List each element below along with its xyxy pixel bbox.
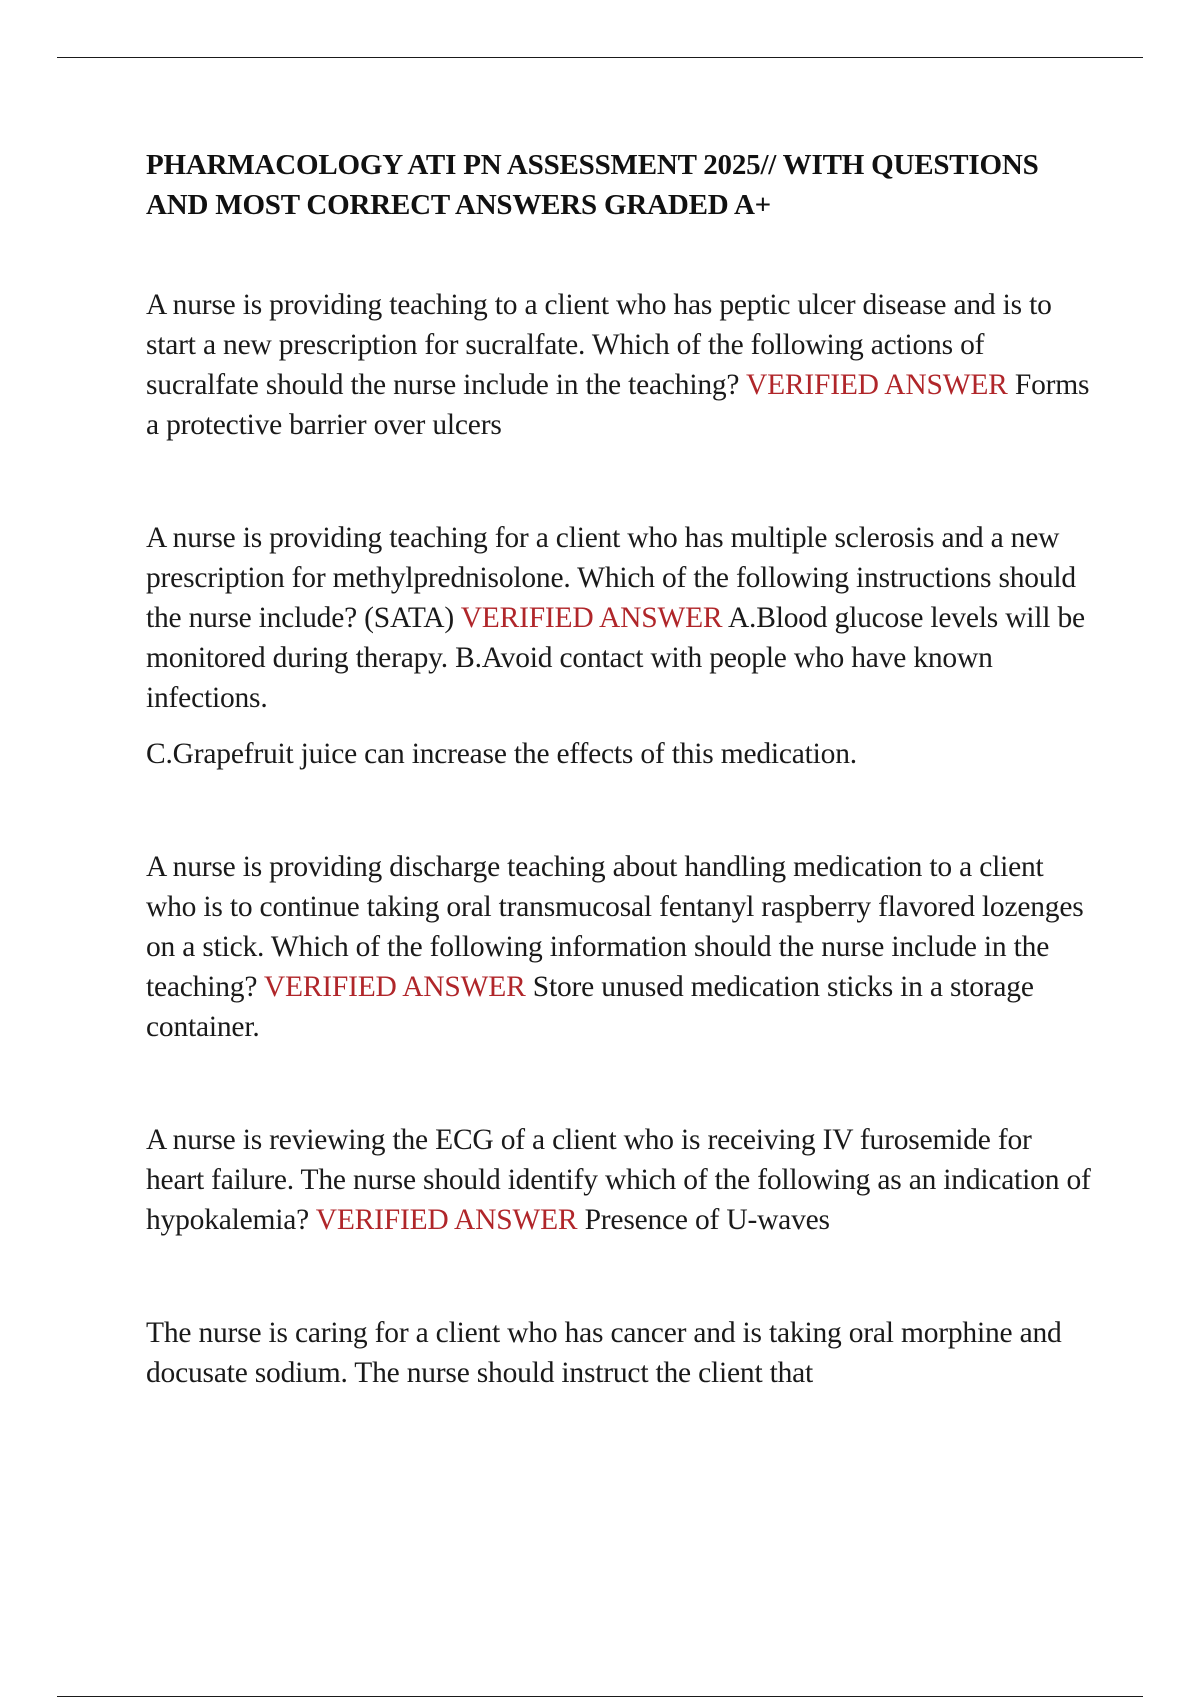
bottom-rule	[57, 1696, 1143, 1697]
qa-item-text	[146, 847, 1096, 1047]
answer-text: A.Blood glucose levels will be monitored during therapy. B.Avoid contact with people who have known infections.	[146, 602, 1085, 714]
verified-answer-label: VERIFIED ANSWER	[263, 971, 526, 1003]
question-text: A nurse is providing teaching to a client who has peptic ulcer disease and is to start a new prescription for sucralfate. Which of the following actions of sucralfate should the nurse include in the teaching?	[146, 289, 1052, 401]
qa-item-text	[146, 1120, 1096, 1240]
qa-item-1	[146, 285, 1096, 445]
qa-item-4	[146, 1120, 1096, 1240]
document-title: PHARMACOLOGY ATI PN ASSESSMENT 2025// WITH QUESTIONS AND MOST CORRECT ANSWERS GRADED A+	[146, 149, 1039, 221]
verified-answer-label: VERIFIED ANSWER	[315, 1204, 578, 1236]
verified-answer-label: VERIFIED ANSWER	[460, 602, 723, 634]
question-text: The nurse is caring for a client who has cancer and is taking oral morphine and docusate sodium. The nurse should instruct the client that	[146, 1317, 1062, 1389]
qa-item-5	[146, 1313, 1096, 1393]
question-text: A nurse is providing discharge teaching about handling medication to a client who is to continue taking oral transmucosal fentanyl raspberry flavored lozenges on a stick. Which of the following information should the nurse include in the teaching?	[146, 851, 1084, 1003]
qa-item-3	[146, 847, 1096, 1047]
question-text: A nurse is providing teaching for a client who has multiple sclerosis and a new prescription for methylprednisolone. Which of the following instructions should the nurse include? (SATA)	[146, 522, 1076, 634]
answer-continued-text: C.Grapefruit juice can increase the effects of this medication.	[146, 738, 857, 770]
answer-text: Forms a protective barrier over ulcers	[146, 369, 1090, 441]
qa-item-text	[146, 285, 1096, 445]
qa-item-text	[146, 518, 1096, 718]
verified-answer-label: VERIFIED ANSWER	[745, 369, 1008, 401]
top-rule	[57, 57, 1143, 58]
answer-text: Presence of U-waves	[584, 1204, 830, 1236]
page-content	[146, 145, 1096, 1393]
qa-item-2	[146, 518, 1096, 774]
question-text: A nurse is reviewing the ECG of a client who is receiving IV furosemide for heart failure. The nurse should identify which of the following as an indication of hypokalemia?	[146, 1124, 1091, 1236]
answer-text: Store unused medication sticks in a storage container.	[146, 971, 1034, 1043]
